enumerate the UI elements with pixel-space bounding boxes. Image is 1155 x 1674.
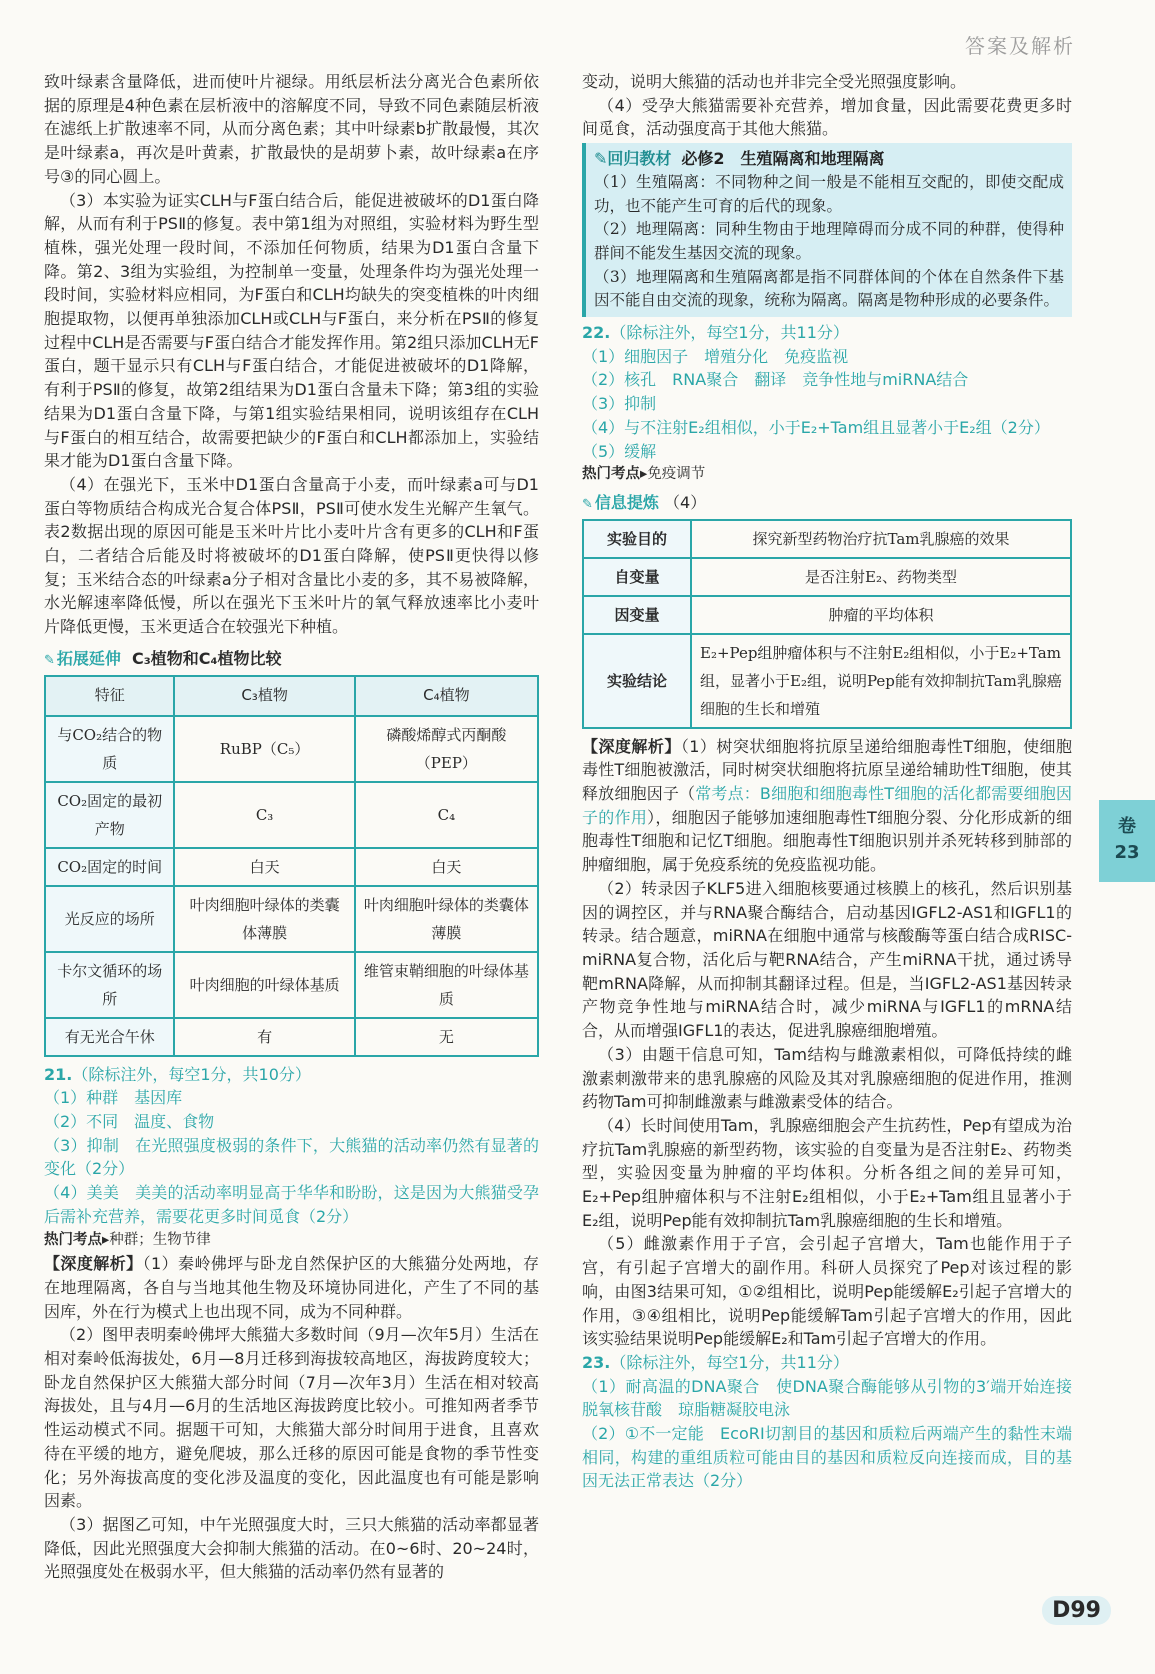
deep-analysis-1: 【深度解析】（1）秦岭佛坪与卧龙自然保护区的大熊猫分处两地，存在地理隔离，各自与当地其他生物及环境协同进化，产生了不同的基因库，外在行为模式上也出现不同，成为不同种群。 bbox=[44, 1254, 539, 1321]
table-row bbox=[583, 558, 1071, 596]
paragraph: （4）受孕大熊猫需要补充营养，增加食量，因此需要花费更多时间觅食，活动强度高于其他大熊猫。 bbox=[582, 95, 1072, 139]
table-cell: 实验目的 bbox=[583, 520, 691, 558]
volume-tab bbox=[1099, 800, 1155, 882]
answer-line: （5）缓解 bbox=[582, 441, 657, 461]
left-column bbox=[44, 70, 539, 1584]
table-cell: 光反应的场所 bbox=[45, 886, 174, 952]
table-header: 特征 bbox=[45, 676, 174, 716]
table-cell: C₄ bbox=[355, 782, 538, 848]
table-cell: 与CO₂结合的物质 bbox=[45, 716, 174, 782]
extension-title: C₃植物和C₄植物比较 bbox=[132, 648, 282, 668]
pen-icon: ✎ bbox=[582, 496, 593, 512]
c3-c4-comparison-table bbox=[44, 675, 539, 1057]
callout-title: ✎回归教材 必修2 生殖隔离和地理隔离 bbox=[594, 149, 885, 169]
table-row bbox=[45, 952, 538, 1018]
answer-line: （3）抑制 在光照强度极弱的条件下，大熊猫的活动率仍然有显著的变化（2分） bbox=[44, 1135, 539, 1179]
callout-line: （2）地理隔离：同种生物由于地理障碍而分成不同的种群，使得种群间不能发生基因交流的现象。 bbox=[594, 220, 1064, 262]
callout-line: （3）地理隔离和生殖隔离都是指不同群体间的个体在自然条件下基因不能自由交流的现象，统称为隔离。隔离是物种形成的必要条件。 bbox=[594, 267, 1064, 310]
table-header-row bbox=[45, 676, 538, 716]
table-cell: 探究新型药物治疗抗Tam乳腺癌的效果 bbox=[691, 520, 1071, 558]
table-cell: 白天 bbox=[174, 848, 354, 886]
textbook-callout bbox=[582, 143, 1072, 317]
right-column bbox=[582, 70, 1072, 1493]
table-cell: RuBP（C₅） bbox=[174, 716, 354, 782]
table-cell: 叶肉细胞的叶绿体基质 bbox=[174, 952, 354, 1018]
page-header: 答案及解析 bbox=[965, 34, 1075, 58]
table-header: C₄植物 bbox=[355, 676, 538, 716]
question-21-heading: 21.（除标注外，每空1分，共10分） bbox=[44, 1064, 311, 1084]
table-row bbox=[583, 520, 1071, 558]
table-row bbox=[45, 886, 538, 952]
table-cell: 有无光合午休 bbox=[45, 1018, 174, 1056]
answer-line: （1）种群 基因库 bbox=[44, 1088, 183, 1108]
table-row bbox=[45, 1018, 538, 1056]
table-cell: 肿瘤的平均体积 bbox=[691, 596, 1071, 634]
table-cell: 是否注射E₂、药物类型 bbox=[691, 558, 1071, 596]
answer-line: （2）不同 温度、食物 bbox=[44, 1111, 215, 1131]
hot-topic: 热门考点▸免疫调节 bbox=[582, 466, 706, 483]
paragraph: （5）雌激素作用于子宫，会引起子宫增大，Tam也能作用于子宫，有引起子宫增大的副作用。科研人员探究了Pep对该过程的影响，由图3结果可知，①②组相比，说明Pep能缓解E₂引起子宫增大的作用，③④组相比，说明Pep能缓解Tam引起子宫增大的作用，因此该实验结果说明Pep能缓解E₂和Tam引起子宫增大的作用。 bbox=[582, 1234, 1072, 1349]
table-cell: 无 bbox=[355, 1018, 538, 1056]
answer-line: （4）与不注射E₂组相似，小于E₂+Tam组且显著小于E₂组（2分） bbox=[582, 417, 1050, 437]
paragraph: （2）图甲表明秦岭佛坪大熊猫大多数时间（9月—次年5月）生活在相对秦岭低海拔处，6月—8月迁移到海拔较高地区，海拔跨度较大；卧龙自然保护区大熊猫大部分时间（7月—次年3月）生活在相对较高海拔处，且与4月—6月的生活地区海拔跨度比较小。可推知两者季节性运动模式不同。据题干可知，大熊猫大部分时间用于进食，且喜欢待在平缓的地方，避免爬坡，那么迁移的原因可能是食物的季节性变化；另外海拔高度的变化涉及温度的变化，因此温度也有可能是影响因素。 bbox=[44, 1325, 539, 1511]
paragraph: （2）转录因子KLF5进入细胞核要通过核膜上的核孔，然后识别基因的调控区，并与RNA聚合酶结合，启动基因IGFL2-AS1和IGFL1的转录。结合题意，miRNA在细胞中通常与核酸酶等蛋白结合成RISC-miRNA复合物，活化后与靶RNA结合，产生miRNA干扰，通过诱导靶mRNA降解，从而抑制其翻译过程。但是，当IGFL2-AS1基因转录产物竞争性地与miRNA结合时，减少miRNA与IGFL1的mRNA结合，从而增强IGFL1的表达，促进乳腺癌细胞增殖。 bbox=[582, 878, 1072, 1041]
answer-line: （2）①不一定能 EcoRⅠ切割目的基因和质粒后两端产生的黏性末端相同，构建的重组质粒可能由目的基因和质粒反向连接而成，目的基因无法正常表达（2分） bbox=[582, 1424, 1072, 1491]
answer-line: （3）抑制 bbox=[582, 394, 657, 414]
paragraph: （3）本实验为证实CLH与F蛋白结合后，能促进被破坏的D1蛋白降解，从而有利于PSⅡ的修复。表中第1组为对照组，实验材料为野生型植株，强光处理一段时间，不添加任何物质，结果为D1蛋白含量下降。第2、3组为实验组，为控制单一变量，处理条件均为强光处理一段时间，实验材料应相同，为F蛋白和CLH均缺失的突变植株的叶肉细胞提取物，以便再单独添加CLH或CLH与F蛋白，来分析在PSⅡ的修复过程中CLH是否需要与F蛋白结合才能发挥作用。第2组只添加CLH无F蛋白，题干显示只有CLH与F蛋白结合，才能促进被破坏的D1降解，有利于PSⅡ的修复，故第2组结果为D1蛋白含量未下降；第3组的实验结果为D1蛋白含量下降，与第1组实验结果相同，说明该组存在CLH与F蛋白的相互结合，故需要把缺少的F蛋白和CLH都添加上，实验结果才能为D1蛋白含量下降。 bbox=[44, 190, 539, 471]
paragraph: 变动，说明大熊猫的活动也并非完全受光照强度影响。 bbox=[582, 72, 967, 91]
table-cell: C₃ bbox=[174, 782, 354, 848]
deep-analysis-1: 【深度解析】（1）树突状细胞将抗原呈递给细胞毒性T细胞，使细胞毒性T细胞被激活，同时树突状细胞将抗原呈递给辅助性T细胞，使其释放细胞因子（常考点：B细胞和细胞毒性T细胞的活化都需要细胞因子的作用），细胞因子能够加速细胞毒性T细胞分裂、分化形成新的细胞毒性T细胞和记忆T细胞。细胞毒性T细胞识别并杀死转移到肺部的肿瘤细胞，属于免疫系统的免疫监视功能。 bbox=[582, 736, 1072, 875]
hot-topic: 热门考点▸种群；生物节律 bbox=[44, 1231, 211, 1248]
extension-heading bbox=[44, 643, 539, 675]
tab-number: 23 bbox=[1114, 842, 1140, 863]
question-22-heading: 22.（除标注外，每空1分，共11分） bbox=[582, 323, 849, 343]
paragraph: （3）据图乙可知，中午光照强度大时，三只大熊猫的活动率都显著降低，因此光照强度大会抑制大熊猫的活动。在0~6时、20~24时，光照强度处在极弱水平，但大熊猫的活动率仍然有显著的 bbox=[44, 1514, 539, 1582]
table-cell: 卡尔文循环的场所 bbox=[45, 952, 174, 1018]
table-cell: CO₂固定的最初产物 bbox=[45, 782, 174, 848]
info-number: （4） bbox=[664, 492, 707, 512]
page-number: D99 bbox=[1042, 1596, 1111, 1625]
extension-tag: ✎ 拓展延伸 bbox=[44, 648, 121, 668]
answer-line: （2）核孔 RNA聚合 翻译 竞争性地与miRNA结合 bbox=[582, 370, 969, 390]
paragraph: （4）长时间使用Tam，乳腺癌细胞会产生抗药性，Pep有望成为治疗抗Tam乳腺癌的新型药物，该实验的自变量为是否注射E₂、药物类型，实验因变量为肿瘤的平均体积。分析各组之间的差异可知，E₂+Pep组肿瘤体积与不注射E₂组相似，小于E₂+Tam组且显著小于E₂组，说明Pep能有效抑制抗Tam乳腺癌细胞的生长和增殖。 bbox=[582, 1115, 1072, 1230]
table-row bbox=[45, 848, 538, 886]
table-cell: 实验结论 bbox=[583, 634, 691, 728]
table-row bbox=[583, 596, 1071, 634]
answer-line: （1）细胞因子 增殖分化 免疫监视 bbox=[582, 346, 849, 366]
table-cell: CO₂固定的时间 bbox=[45, 848, 174, 886]
paragraph: （4）在强光下，玉米中D1蛋白含量高于小麦，而叶绿素a可与D1蛋白等物质结合构成光合复合体PSⅡ，PSⅡ可使水发生光解产生氧气。表2数据出现的原因可能是玉米叶片比小麦叶片含有更多的CLH和F蛋白，二者结合后能及时将被破坏的D1蛋白降解，使PSⅡ更快得以修复；玉米结合态的叶绿素a分子相对含量比小麦的多，其不易被降解，水光解速率降低慢，所以在强光下玉米叶片的氧气释放速率比小麦叶片降低更慢，玉米更适合在较强光下种植。 bbox=[44, 474, 539, 637]
info-heading bbox=[582, 487, 1072, 519]
table-header: C₃植物 bbox=[174, 676, 354, 716]
tab-label: 卷 bbox=[1118, 816, 1136, 837]
table-cell: 白天 bbox=[355, 848, 538, 886]
table-row bbox=[45, 782, 538, 848]
callout-line: （1）生殖隔离：不同物种之间一般是不能相互交配的，即使交配成功，也不能产生可育的后代的现象。 bbox=[594, 172, 1064, 215]
table-cell: 维管束鞘细胞的叶绿体基质 bbox=[355, 952, 538, 1018]
table-cell: 叶肉细胞叶绿体的类囊体薄膜 bbox=[355, 886, 538, 952]
table-cell: 自变量 bbox=[583, 558, 691, 596]
answer-line: （4）美美 美美的活动率明显高于华华和盼盼，这是因为大熊猫受孕后需补充营养，需要花更多时间觅食（2分） bbox=[44, 1183, 539, 1226]
paragraph: （3）由题干信息可知，Tam结构与雌激素相似，可降低持续的雌激素刺激带来的患乳腺癌的风险及其对乳腺癌细胞的促进作用，推测药物Tam可抑制雌激素与雌激素受体的结合。 bbox=[582, 1044, 1072, 1112]
table-cell: 因变量 bbox=[583, 596, 691, 634]
table-cell: E₂+Pep组肿瘤体积与不注射E₂组相似，小于E₂+Tam组，显著小于E₂组，说明Pep能有效抑制抗Tam乳腺癌细胞的生长和增殖 bbox=[691, 634, 1071, 728]
table-cell: 磷酸烯醇式丙酮酸（PEP） bbox=[355, 716, 538, 782]
table-row bbox=[583, 634, 1071, 728]
table-row bbox=[45, 716, 538, 782]
table-cell: 叶肉细胞叶绿体的类囊体薄膜 bbox=[174, 886, 354, 952]
question-23-heading: 23.（除标注外，每空1分，共11分） bbox=[582, 1352, 849, 1372]
answer-line: （1）耐高温的DNA聚合 使DNA聚合酶能够从引物的3′端开始连接脱氧核苷酸 琼脂糖凝胶电泳 bbox=[582, 1376, 1072, 1420]
experiment-table bbox=[582, 519, 1072, 729]
info-tag: ✎ 信息提炼 bbox=[582, 492, 659, 512]
table-cell: 有 bbox=[174, 1018, 354, 1056]
pen-icon: ✎ bbox=[44, 652, 55, 668]
pen-icon: ✎ bbox=[594, 149, 608, 169]
paragraph: 致叶绿素含量降低，进而使叶片褪绿。用纸层析法分离光合色素所依据的原理是4种色素在层析液中的溶解度不同，导致不同色素随层析液在滤纸上扩散速率不同，从而分离色素；其中叶绿素b扩散最慢，其次是叶绿素a，再次是叶黄素，扩散最快的是胡萝卜素，故叶绿素a在序号③的同心圆上。 bbox=[44, 72, 539, 186]
